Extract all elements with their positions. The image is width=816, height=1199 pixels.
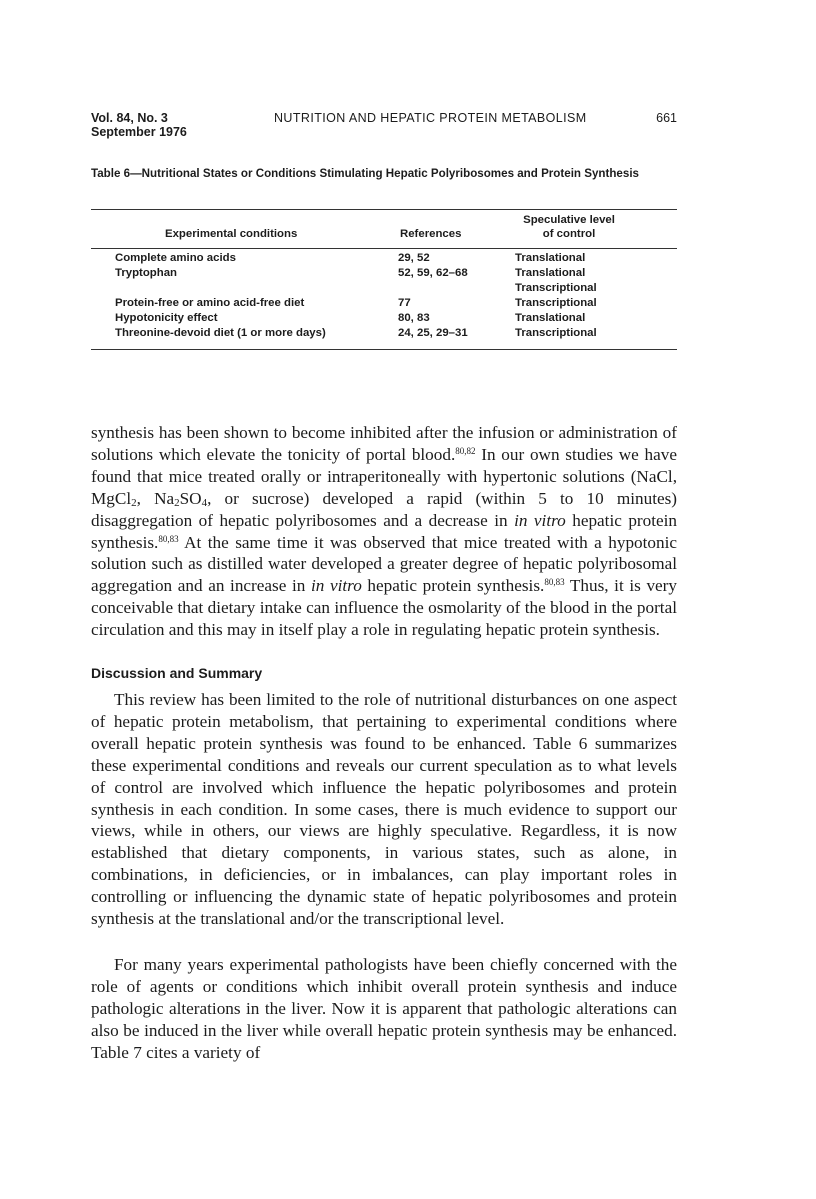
citation: 80,83 (158, 533, 179, 544)
italic-term: in vitro (310, 576, 362, 596)
cell-level: Translational (515, 252, 586, 264)
text-run: hepatic protein synthesis. (361, 576, 545, 596)
paragraph-tonicity (91, 422, 677, 641)
paragraph-text: For many years experimental pathologists have been chiefly concerned with the role of agents or conditions which inhibit overall protein synthesis and induce pathologic alterations in the liver. Now it is apparent that pathologic alterations can also be induced in the liver while overall hepatic protein synthesis may be enhanced. Table 7 cites a variety of (91, 955, 677, 1062)
text-run: In our own studies we have found that mice treated orally or intraperitoneally with hypertonic solutions (NaCl, MgCl (91, 444, 677, 508)
cell-condition: Threonine-devoid diet (1 or more days) (115, 327, 326, 339)
cell-level: Translational (515, 312, 586, 324)
table-row (91, 326, 677, 341)
italic-term: in vitro (514, 510, 566, 530)
table-top-rule (91, 209, 677, 210)
section-heading: Discussion and Summary (91, 665, 263, 681)
paragraph-summary (91, 689, 677, 930)
running-title: NUTRITION AND HEPATIC PROTEIN METABOLISM (274, 111, 587, 125)
cell-level: Translational (515, 267, 586, 279)
subscript: 2 (174, 496, 180, 509)
col-header-level (509, 213, 629, 241)
table-caption: Table 6—Nutritional States or Conditions Stimulating Hepatic Polyribosomes and Protein Synthesis (91, 167, 639, 180)
paragraph-text: This review has been limited to the role of nutritional disturbances on one aspect of hepatic protein metabolism, that pertaining to experimental conditions where overall hepatic protein synthesis was found to be enhanced. Table 6 summarizes these experimental conditions and reveals our current speculation as to what levels of control are involved which influence the hepatic polyribosomes and protein synthesis in each condition. In some cases, there is much evidence to support our views, while in others, our views are highly speculative. Regardless, it is now established that dietary components, in various states, such as alone, in combinations, in deficiencies, or in imbalances, can play important roles in controlling or influencing the dynamic state of hepatic polyribosomes and protein synthesis at the translational and/or the transcriptional level. (91, 690, 677, 929)
citation: 80,83 (544, 577, 565, 588)
cell-condition: Tryptophan (115, 267, 178, 279)
citation: 80,82 (455, 445, 476, 456)
subscript: 2 (131, 496, 137, 509)
col-header-conditions: Experimental conditions (165, 228, 298, 240)
issue-date: September 1976 (91, 125, 187, 139)
cell-condition: Complete amino acids (115, 252, 236, 264)
table-bottom-rule (91, 349, 677, 350)
subscript: 4 (201, 496, 208, 509)
paragraph-pathology (91, 954, 677, 1064)
cell-level: Transcriptional (515, 297, 597, 309)
page-number: 661 (656, 111, 677, 125)
table-header-rule (91, 248, 677, 249)
col-header-level-line1: Speculative level (523, 214, 615, 226)
cell-condition: Protein-free or amino acid-free diet (115, 297, 305, 309)
table-row (91, 296, 677, 311)
col-header-level-line2: of control (542, 228, 596, 240)
text-run: synthesis has been shown to become inhibited after the infusion or administration of solutions which elevate the tonicity of portal blood. (91, 423, 677, 464)
volume-issue: Vol. 84, No. 3 (91, 111, 168, 125)
text-run: SO (179, 488, 202, 508)
col-header-references: References (400, 228, 462, 240)
cell-level: Transcriptional (515, 282, 597, 294)
cell-level: Transcriptional (515, 327, 597, 339)
cell-references: 80, 83 (398, 312, 430, 324)
text-run: Thus, it is very conceivable that dietary intake can influence the osmolarity of the blood in the portal circulation and this may in itself play a role in regulating hepatic protein synthesis. (91, 576, 677, 640)
table-row (91, 311, 677, 326)
text-run: hepatic protein synthesis. (91, 510, 677, 552)
text-run: At the same time it was observed that mice treated with a hypotonic solution such as distilled water developed a greater degree of hepatic polyribosomal aggregation and an increase in (91, 532, 677, 596)
text-run: , Na (136, 488, 175, 508)
cell-references: 29, 52 (398, 252, 430, 264)
journal-info (91, 111, 187, 139)
cell-references: 77 (398, 297, 411, 309)
cell-references: 52, 59, 62–68 (398, 267, 468, 279)
cell-condition: Hypotonicity effect (115, 312, 218, 324)
text-run: , or sucrose) developed a rapid (within 5 to 10 minutes) disaggregation of hepatic polyribosomes and a decrease in (91, 488, 678, 530)
table-row (91, 251, 677, 266)
table-row (91, 281, 677, 296)
table-row (91, 266, 677, 281)
cell-references: 24, 25, 29–31 (398, 327, 468, 339)
